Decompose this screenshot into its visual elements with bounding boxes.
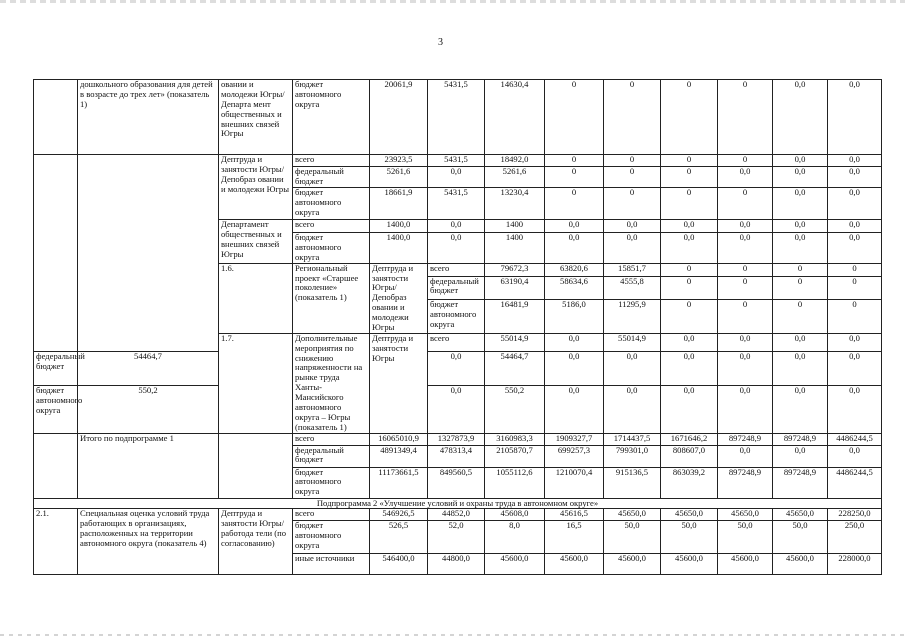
- source-cell: бюджет автономного округа: [293, 233, 370, 264]
- value-cell: 0: [661, 263, 718, 276]
- source-cell: иные источники: [293, 554, 370, 575]
- value-cell: 0: [604, 188, 661, 220]
- executor-cell: [219, 433, 293, 498]
- value-cell: 1714437,5: [604, 433, 661, 445]
- value-cell: 0,0: [828, 167, 882, 188]
- value-cell: 0: [718, 276, 773, 300]
- value-cell: 0: [661, 80, 718, 155]
- value-cell: 0,0: [718, 167, 773, 188]
- value-cell: 45600,0: [604, 554, 661, 575]
- row-number-cell: 1.6.: [219, 263, 293, 333]
- value-cell: 16481,9: [485, 300, 545, 333]
- value-cell: 546400,0: [370, 554, 428, 575]
- value-cell: 45600,0: [773, 554, 828, 575]
- value-cell: 0,0: [773, 385, 828, 433]
- value-cell: 50,0: [661, 521, 718, 554]
- value-cell: 0,0: [545, 333, 604, 351]
- value-cell: 0,0: [828, 445, 882, 467]
- scan-artifact-bottom: [0, 634, 905, 636]
- table-row: [34, 498, 882, 509]
- value-cell: 1327873,9: [428, 433, 485, 445]
- measure-name-cell: [78, 155, 219, 352]
- value-cell: 16,5: [545, 521, 604, 554]
- value-cell: 0,0: [773, 220, 828, 233]
- value-cell: 5431,5: [428, 80, 485, 155]
- row-number-cell: 1.7.: [219, 333, 293, 433]
- value-cell: 550,2: [485, 385, 545, 433]
- value-cell: 897248,9: [718, 467, 773, 498]
- value-cell: 55014,9: [604, 333, 661, 351]
- value-cell: 1909327,7: [545, 433, 604, 445]
- value-cell: 0,0: [718, 220, 773, 233]
- value-cell: 0: [661, 188, 718, 220]
- value-cell: 5431,5: [428, 188, 485, 220]
- value-cell: 250,0: [828, 521, 882, 554]
- value-cell: 0,0: [828, 233, 882, 264]
- value-cell: 4486244,5: [828, 467, 882, 498]
- executor-cell: Департамент общественных и внешних связей Югры: [219, 220, 293, 264]
- value-cell: 0: [718, 80, 773, 155]
- value-cell: 0,0: [661, 233, 718, 264]
- value-cell: 55014,9: [485, 333, 545, 351]
- subprogram-header: Подпрограмма 2 «Улучшение условий и охраны труда в автономном округе»: [34, 498, 882, 509]
- measure-name-cell: Региональный проект «Старшее поколение» (показатель 1): [293, 263, 370, 333]
- value-cell: 45608,0: [485, 509, 545, 521]
- value-cell: 45600,0: [718, 554, 773, 575]
- value-cell: 0,0: [428, 233, 485, 264]
- value-cell: 54464,7: [485, 352, 545, 386]
- value-cell: 0: [773, 263, 828, 276]
- value-cell: 14630,4: [485, 80, 545, 155]
- source-cell: всего: [293, 155, 370, 167]
- source-cell: федеральный бюджет: [293, 167, 370, 188]
- value-cell: 45650,0: [718, 509, 773, 521]
- value-cell: 0,0: [661, 352, 718, 386]
- source-cell: всего: [293, 433, 370, 445]
- row-number-cell: [34, 155, 78, 352]
- value-cell: 0,0: [428, 220, 485, 233]
- value-cell: 0: [604, 167, 661, 188]
- value-cell: 0,0: [718, 445, 773, 467]
- value-cell: 50,0: [773, 521, 828, 554]
- value-cell: 44852,0: [428, 509, 485, 521]
- value-cell: 0: [545, 167, 604, 188]
- row-number-cell: [34, 80, 78, 155]
- value-cell: 5261,6: [485, 167, 545, 188]
- value-cell: 0,0: [661, 333, 718, 351]
- value-cell: 228250,0: [828, 509, 882, 521]
- value-cell: 18661,9: [370, 188, 428, 220]
- measure-name-cell: Специальная оценка условий труда работающих в организациях, расположенных на территории автономного округа (показатель 4): [78, 509, 219, 575]
- value-cell: 79672,3: [485, 263, 545, 276]
- source-cell: всего: [428, 263, 485, 276]
- source-cell: бюджет автономного округа: [293, 80, 370, 155]
- value-cell: 5186,0: [545, 300, 604, 333]
- value-cell: 63190,4: [485, 276, 545, 300]
- value-cell: 1210070,4: [545, 467, 604, 498]
- value-cell: 0: [718, 300, 773, 333]
- table-row: [34, 385, 882, 433]
- value-cell: 478313,4: [428, 445, 485, 467]
- value-cell: 11173661,5: [370, 467, 428, 498]
- source-cell: бюджет автономного округа: [293, 467, 370, 498]
- value-cell: 0,0: [428, 385, 485, 433]
- value-cell: 44800,0: [428, 554, 485, 575]
- value-cell: 0: [828, 276, 882, 300]
- source-cell: бюджет автономного округа: [293, 188, 370, 220]
- value-cell: 13230,4: [485, 188, 545, 220]
- scan-artifact-top: [0, 0, 905, 3]
- value-cell: 1400,0: [370, 220, 428, 233]
- value-cell: 699257,3: [545, 445, 604, 467]
- value-cell: 11295,9: [604, 300, 661, 333]
- source-cell: всего: [293, 509, 370, 521]
- executor-cell: Дептруда и занятости Югры/Депобраз овании и молодежи Югры: [219, 155, 293, 220]
- value-cell: 526,5: [370, 521, 428, 554]
- value-cell: 0,0: [604, 352, 661, 386]
- value-cell: 45650,0: [661, 509, 718, 521]
- value-cell: 863039,2: [661, 467, 718, 498]
- executor-cell: Дептруда и занятости Югры/работода тели (по согласованию): [219, 509, 293, 575]
- value-cell: 4486244,5: [828, 433, 882, 445]
- value-cell: 0: [661, 155, 718, 167]
- value-cell: 0: [545, 155, 604, 167]
- value-cell: 0,0: [545, 385, 604, 433]
- source-cell: бюджет автономного округа: [428, 300, 485, 333]
- value-cell: 897248,9: [718, 433, 773, 445]
- value-cell: 0: [718, 155, 773, 167]
- source-cell: бюджет автономного округа: [293, 521, 370, 554]
- value-cell: 23923,5: [370, 155, 428, 167]
- value-cell: 45650,0: [773, 509, 828, 521]
- value-cell: 0: [718, 263, 773, 276]
- value-cell: 0,0: [604, 385, 661, 433]
- financing-table: [33, 79, 882, 575]
- value-cell: 0: [604, 155, 661, 167]
- value-cell: 1671646,2: [661, 433, 718, 445]
- source-cell: всего: [293, 220, 370, 233]
- value-cell: 0: [661, 300, 718, 333]
- value-cell: 0,0: [773, 167, 828, 188]
- value-cell: 897248,9: [773, 433, 828, 445]
- value-cell: 1400,0: [370, 233, 428, 264]
- value-cell: 0: [661, 276, 718, 300]
- source-cell: федеральный бюджет: [428, 276, 485, 300]
- value-cell: 228000,0: [828, 554, 882, 575]
- value-cell: 0: [661, 167, 718, 188]
- value-cell: 45600,0: [485, 554, 545, 575]
- value-cell: 50,0: [718, 521, 773, 554]
- value-cell: 3160983,3: [485, 433, 545, 445]
- value-cell: 45650,0: [604, 509, 661, 521]
- value-cell: 0,0: [828, 155, 882, 167]
- page-number: 3: [438, 37, 443, 48]
- value-cell: 0,0: [428, 167, 485, 188]
- value-cell: 799301,0: [604, 445, 661, 467]
- value-cell: 897248,9: [773, 467, 828, 498]
- value-cell: 0,0: [773, 233, 828, 264]
- value-cell: 0: [545, 80, 604, 155]
- value-cell: 0: [773, 276, 828, 300]
- value-cell: 550,2: [78, 385, 219, 433]
- value-cell: 0,0: [718, 352, 773, 386]
- value-cell: 0,0: [428, 352, 485, 386]
- value-cell: 0,0: [604, 220, 661, 233]
- value-cell: 0,0: [828, 333, 882, 351]
- value-cell: 0,0: [773, 445, 828, 467]
- value-cell: 5261,6: [370, 167, 428, 188]
- value-cell: 0,0: [773, 352, 828, 386]
- value-cell: 0,0: [718, 385, 773, 433]
- value-cell: 0,0: [661, 220, 718, 233]
- value-cell: 849560,5: [428, 467, 485, 498]
- value-cell: 0,0: [545, 220, 604, 233]
- value-cell: 16065010,9: [370, 433, 428, 445]
- value-cell: 0: [828, 300, 882, 333]
- value-cell: 0,0: [828, 220, 882, 233]
- executor-cell: овании и молодежи Югры/Департа мент общественных и внешних связей Югры: [219, 80, 293, 155]
- value-cell: 20061,9: [370, 80, 428, 155]
- value-cell: 0,0: [718, 233, 773, 264]
- value-cell: 4555,8: [604, 276, 661, 300]
- table-row: [34, 509, 882, 521]
- table-row: [34, 352, 882, 386]
- value-cell: 1400: [485, 233, 545, 264]
- value-cell: 0,0: [545, 233, 604, 264]
- measure-name-cell: Дополнительные мероприятия по снижению напряженности на рынке труда Ханты-Мансийского автономного округа – Югры (показатель 1): [293, 333, 370, 433]
- executor-cell: Дептруда и занятости Югры/Депобраз овании и молодежи Югры: [370, 263, 428, 333]
- value-cell: 0,0: [773, 333, 828, 351]
- value-cell: 63820,6: [545, 263, 604, 276]
- value-cell: 45616,5: [545, 509, 604, 521]
- value-cell: 0: [773, 300, 828, 333]
- value-cell: 58634,6: [545, 276, 604, 300]
- row-number-cell: 2.1.: [34, 509, 78, 575]
- value-cell: 0: [828, 263, 882, 276]
- value-cell: 0: [604, 80, 661, 155]
- measure-name-cell: дошкольного образования для детей в возрасте до трех лет» (показатель 1): [78, 80, 219, 155]
- value-cell: 5431,5: [428, 155, 485, 167]
- value-cell: 0: [545, 188, 604, 220]
- executor-cell: Дептруда и занятости Югры: [370, 333, 428, 433]
- value-cell: 18492,0: [485, 155, 545, 167]
- value-cell: 0,0: [828, 80, 882, 155]
- value-cell: 2105870,7: [485, 445, 545, 467]
- value-cell: 0,0: [773, 155, 828, 167]
- value-cell: 52,0: [428, 521, 485, 554]
- source-cell: бюджет автономного округа: [34, 385, 78, 433]
- value-cell: 0,0: [661, 385, 718, 433]
- table-row: [34, 80, 882, 155]
- value-cell: 546926,5: [370, 509, 428, 521]
- value-cell: 915136,5: [604, 467, 661, 498]
- value-cell: 0,0: [545, 352, 604, 386]
- source-cell: федеральный бюджет: [293, 445, 370, 467]
- value-cell: 54464,7: [78, 352, 219, 386]
- table-row: [34, 433, 882, 445]
- value-cell: 45600,0: [545, 554, 604, 575]
- value-cell: 1055112,6: [485, 467, 545, 498]
- value-cell: 0,0: [718, 333, 773, 351]
- value-cell: 808607,0: [661, 445, 718, 467]
- value-cell: 0,0: [828, 188, 882, 220]
- value-cell: 0,0: [773, 188, 828, 220]
- value-cell: 8,0: [485, 521, 545, 554]
- value-cell: 15851,7: [604, 263, 661, 276]
- value-cell: 0,0: [604, 233, 661, 264]
- source-cell: всего: [428, 333, 485, 351]
- value-cell: 4891349,4: [370, 445, 428, 467]
- value-cell: 1400: [485, 220, 545, 233]
- value-cell: 0,0: [828, 385, 882, 433]
- source-cell: федеральный бюджет: [34, 352, 78, 386]
- value-cell: 50,0: [604, 521, 661, 554]
- value-cell: 45600,0: [661, 554, 718, 575]
- table-row: [34, 155, 882, 167]
- measure-name-cell: Итого по подпрограмме 1: [78, 433, 219, 498]
- value-cell: 0: [718, 188, 773, 220]
- value-cell: 0,0: [828, 352, 882, 386]
- row-number-cell: [34, 433, 78, 498]
- value-cell: 0,0: [773, 80, 828, 155]
